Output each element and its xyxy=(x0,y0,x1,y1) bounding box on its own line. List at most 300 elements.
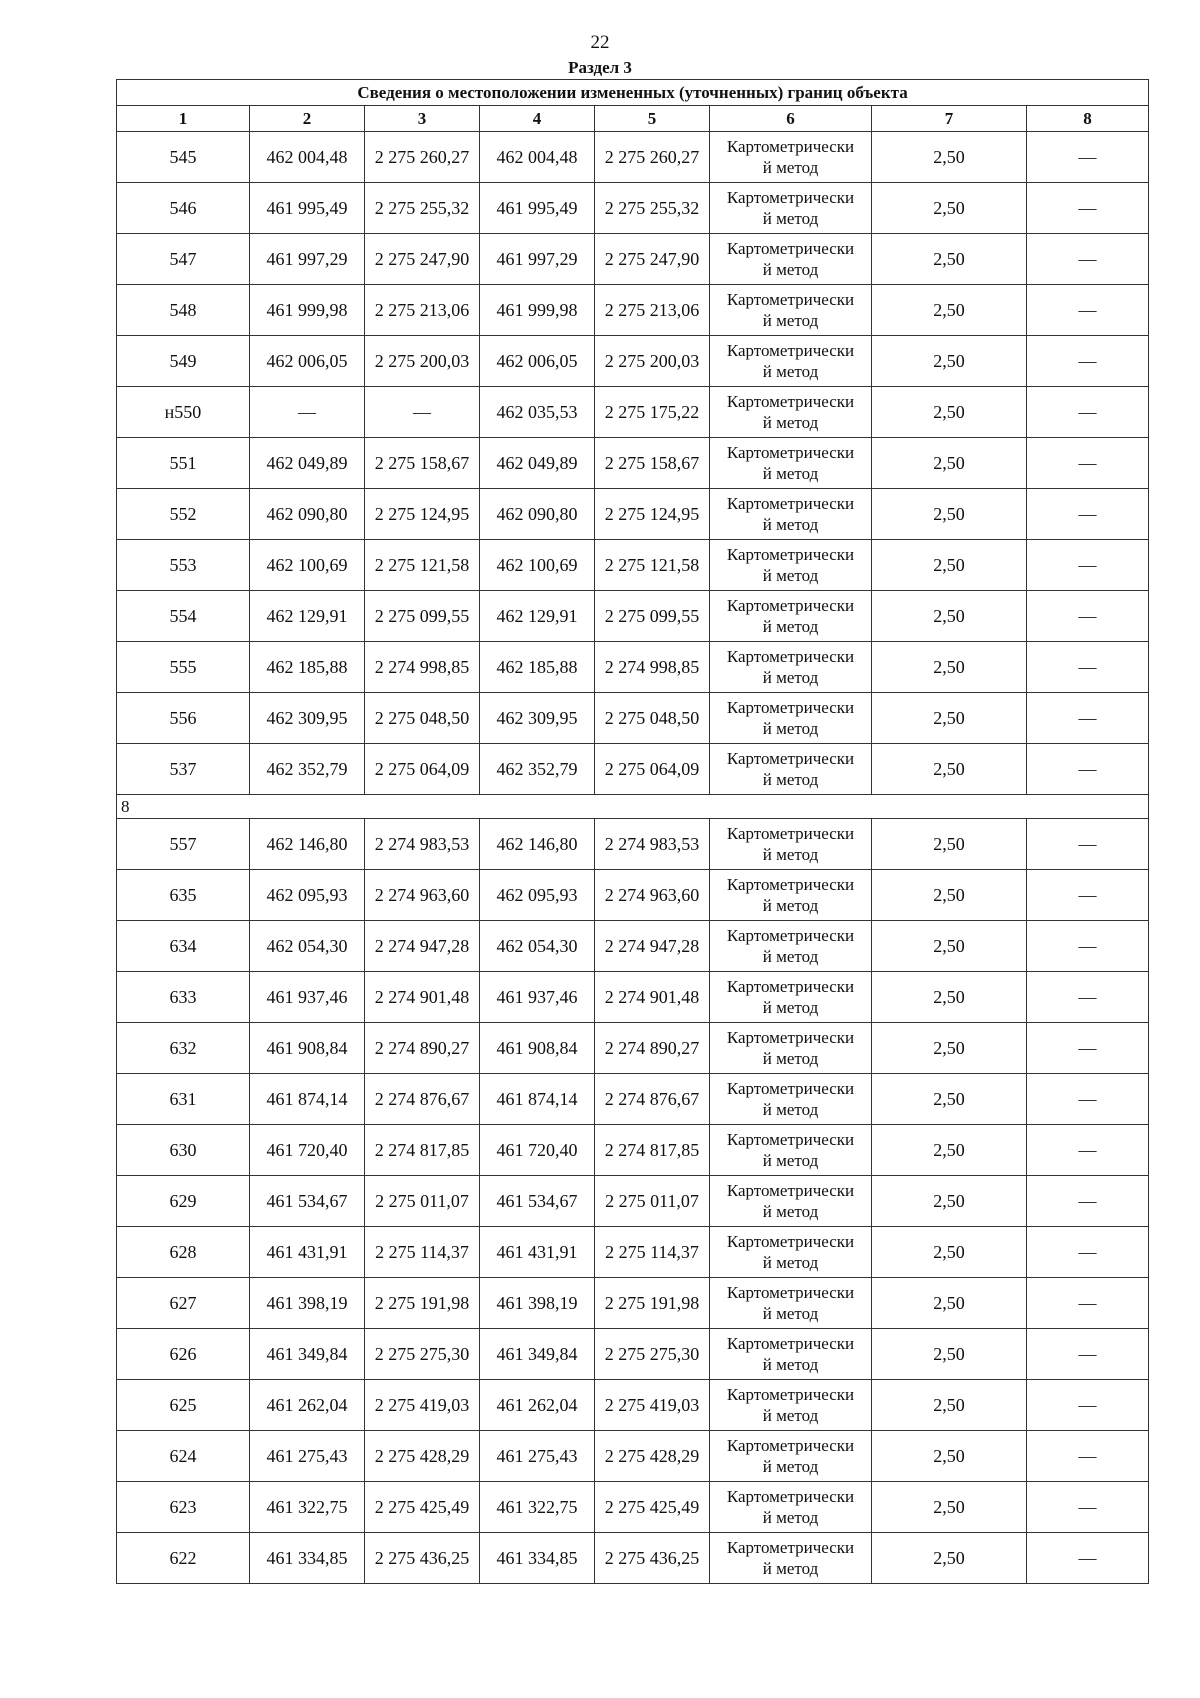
new-x-cell: 462 146,80 xyxy=(480,819,595,870)
new-y-cell: 2 275 048,50 xyxy=(595,693,710,744)
new-x-cell: 462 129,91 xyxy=(480,591,595,642)
method-text: Картометрически xyxy=(726,1130,855,1149)
table-row xyxy=(117,819,1149,870)
method-text: й метод xyxy=(762,1355,819,1374)
method-cell xyxy=(710,642,872,693)
description-cell: — xyxy=(1027,1431,1149,1482)
method-cell xyxy=(710,540,872,591)
method-text: й метод xyxy=(762,1304,819,1323)
method-cell xyxy=(710,1533,872,1584)
method-cell xyxy=(710,438,872,489)
old-y-cell: 2 274 890,27 xyxy=(365,1023,480,1074)
old-x-cell: 462 095,93 xyxy=(250,870,365,921)
description-cell: — xyxy=(1027,183,1149,234)
new-x-cell: 462 309,95 xyxy=(480,693,595,744)
accuracy-cell: 2,50 xyxy=(872,591,1027,642)
method-text: Картометрически xyxy=(726,1232,855,1251)
point-number-cell: 537 xyxy=(117,744,250,795)
method-text: Картометрически xyxy=(726,1334,855,1353)
description-cell: — xyxy=(1027,693,1149,744)
new-y-cell: 2 275 114,37 xyxy=(595,1227,710,1278)
method-text: Картометрически xyxy=(726,137,855,156)
method-text: Картометрически xyxy=(726,1538,855,1557)
new-y-cell: 2 274 817,85 xyxy=(595,1125,710,1176)
old-x-cell: 461 349,84 xyxy=(250,1329,365,1380)
description-cell: — xyxy=(1027,819,1149,870)
method-text: Картометрически xyxy=(726,749,855,768)
old-y-cell: 2 275 200,03 xyxy=(365,336,480,387)
new-x-cell: 462 095,93 xyxy=(480,870,595,921)
new-y-cell: 2 274 901,48 xyxy=(595,972,710,1023)
method-text: Картометрически xyxy=(726,290,855,309)
table-row xyxy=(117,1380,1149,1431)
new-x-cell: 461 349,84 xyxy=(480,1329,595,1380)
method-text: Картометрически xyxy=(726,188,855,207)
new-x-cell: 462 004,48 xyxy=(480,132,595,183)
method-text: Картометрически xyxy=(726,341,855,360)
table-row xyxy=(117,1482,1149,1533)
old-y-cell: 2 275 191,98 xyxy=(365,1278,480,1329)
accuracy-cell: 2,50 xyxy=(872,1176,1027,1227)
new-x-cell: 461 322,75 xyxy=(480,1482,595,1533)
method-text: Картометрически xyxy=(726,698,855,717)
method-cell xyxy=(710,1074,872,1125)
table-row xyxy=(117,183,1149,234)
old-y-cell: 2 275 099,55 xyxy=(365,591,480,642)
method-text: Картометрически xyxy=(726,545,855,564)
new-y-cell: 2 275 124,95 xyxy=(595,489,710,540)
table-row xyxy=(117,438,1149,489)
method-text: Картометрически xyxy=(726,392,855,411)
accuracy-cell: 2,50 xyxy=(872,1074,1027,1125)
column-number: 1 xyxy=(117,106,250,132)
method-text: Картометрически xyxy=(726,875,855,894)
point-number-cell: 554 xyxy=(117,591,250,642)
new-y-cell: 2 275 428,29 xyxy=(595,1431,710,1482)
method-text: Картометрически xyxy=(726,977,855,996)
old-y-cell: 2 275 275,30 xyxy=(365,1329,480,1380)
old-x-cell: 461 262,04 xyxy=(250,1380,365,1431)
method-text: й метод xyxy=(762,566,819,585)
accuracy-cell: 2,50 xyxy=(872,1023,1027,1074)
new-y-cell: 2 275 275,30 xyxy=(595,1329,710,1380)
method-cell xyxy=(710,921,872,972)
description-cell: — xyxy=(1027,744,1149,795)
method-text: й метод xyxy=(762,1559,819,1578)
method-cell xyxy=(710,744,872,795)
method-text: Картометрически xyxy=(726,1181,855,1200)
method-cell xyxy=(710,489,872,540)
description-cell: — xyxy=(1027,921,1149,972)
method-text: й метод xyxy=(762,311,819,330)
old-y-cell: 2 274 963,60 xyxy=(365,870,480,921)
accuracy-cell: 2,50 xyxy=(872,744,1027,795)
method-text: й метод xyxy=(762,1457,819,1476)
new-x-cell: 462 035,53 xyxy=(480,387,595,438)
old-x-cell: 462 054,30 xyxy=(250,921,365,972)
old-x-cell: 461 995,49 xyxy=(250,183,365,234)
point-number-cell: 622 xyxy=(117,1533,250,1584)
old-x-cell: 461 874,14 xyxy=(250,1074,365,1125)
method-text: й метод xyxy=(762,1508,819,1527)
accuracy-cell: 2,50 xyxy=(872,438,1027,489)
point-number-cell: 551 xyxy=(117,438,250,489)
point-number-cell: 553 xyxy=(117,540,250,591)
old-x-cell: 462 090,80 xyxy=(250,489,365,540)
method-text: Картометрически xyxy=(726,926,855,945)
accuracy-cell: 2,50 xyxy=(872,336,1027,387)
method-text: й метод xyxy=(762,1100,819,1119)
table-row xyxy=(117,1431,1149,1482)
accuracy-cell: 2,50 xyxy=(872,285,1027,336)
table-row xyxy=(117,1533,1149,1584)
table-row xyxy=(117,132,1149,183)
accuracy-cell: 2,50 xyxy=(872,387,1027,438)
description-cell: — xyxy=(1027,1329,1149,1380)
method-cell xyxy=(710,591,872,642)
old-x-cell: 462 100,69 xyxy=(250,540,365,591)
description-cell: — xyxy=(1027,1074,1149,1125)
table-row xyxy=(117,693,1149,744)
accuracy-cell: 2,50 xyxy=(872,972,1027,1023)
old-y-cell: 2 274 947,28 xyxy=(365,921,480,972)
accuracy-cell: 2,50 xyxy=(872,642,1027,693)
table-body xyxy=(117,132,1149,1584)
new-x-cell: 462 100,69 xyxy=(480,540,595,591)
old-x-cell: 462 309,95 xyxy=(250,693,365,744)
old-x-cell: 461 334,85 xyxy=(250,1533,365,1584)
description-cell: — xyxy=(1027,1533,1149,1584)
method-text: й метод xyxy=(762,668,819,687)
table-row xyxy=(117,540,1149,591)
accuracy-cell: 2,50 xyxy=(872,1431,1027,1482)
accuracy-cell: 2,50 xyxy=(872,1329,1027,1380)
method-cell xyxy=(710,1482,872,1533)
accuracy-cell: 2,50 xyxy=(872,1278,1027,1329)
point-number-cell: 633 xyxy=(117,972,250,1023)
old-y-cell: 2 275 064,09 xyxy=(365,744,480,795)
table-row xyxy=(117,921,1149,972)
method-cell xyxy=(710,285,872,336)
new-x-cell: 461 999,98 xyxy=(480,285,595,336)
method-text: Картометрически xyxy=(726,494,855,513)
new-y-cell: 2 275 175,22 xyxy=(595,387,710,438)
accuracy-cell: 2,50 xyxy=(872,132,1027,183)
old-y-cell: 2 275 260,27 xyxy=(365,132,480,183)
old-x-cell: 461 997,29 xyxy=(250,234,365,285)
new-x-cell: 461 937,46 xyxy=(480,972,595,1023)
new-x-cell: 462 090,80 xyxy=(480,489,595,540)
description-cell: — xyxy=(1027,870,1149,921)
method-cell xyxy=(710,336,872,387)
table-row xyxy=(117,234,1149,285)
method-text: й метод xyxy=(762,1406,819,1425)
old-y-cell: 2 275 048,50 xyxy=(365,693,480,744)
method-cell xyxy=(710,1380,872,1431)
old-y-cell: 2 275 158,67 xyxy=(365,438,480,489)
point-number-cell: 547 xyxy=(117,234,250,285)
old-y-cell: 2 274 817,85 xyxy=(365,1125,480,1176)
old-y-cell: 2 274 983,53 xyxy=(365,819,480,870)
point-number-cell: 625 xyxy=(117,1380,250,1431)
method-cell xyxy=(710,183,872,234)
new-y-cell: 2 275 255,32 xyxy=(595,183,710,234)
old-x-cell: — xyxy=(250,387,365,438)
new-x-cell: 462 185,88 xyxy=(480,642,595,693)
point-number-cell: 549 xyxy=(117,336,250,387)
point-number-cell: 548 xyxy=(117,285,250,336)
table-row xyxy=(117,1023,1149,1074)
table-row xyxy=(117,285,1149,336)
old-y-cell: 2 275 419,03 xyxy=(365,1380,480,1431)
method-text: Картометрически xyxy=(726,1079,855,1098)
table-row xyxy=(117,744,1149,795)
description-cell: — xyxy=(1027,972,1149,1023)
description-cell: — xyxy=(1027,1380,1149,1431)
old-x-cell: 462 004,48 xyxy=(250,132,365,183)
new-y-cell: 2 275 425,49 xyxy=(595,1482,710,1533)
accuracy-cell: 2,50 xyxy=(872,489,1027,540)
new-x-cell: 461 908,84 xyxy=(480,1023,595,1074)
description-cell: — xyxy=(1027,387,1149,438)
accuracy-cell: 2,50 xyxy=(872,183,1027,234)
new-y-cell: 2 274 963,60 xyxy=(595,870,710,921)
old-x-cell: 462 006,05 xyxy=(250,336,365,387)
description-cell: — xyxy=(1027,438,1149,489)
new-y-cell: 2 275 191,98 xyxy=(595,1278,710,1329)
method-text: й метод xyxy=(762,260,819,279)
page-number: 22 xyxy=(590,32,610,53)
old-y-cell: 2 275 428,29 xyxy=(365,1431,480,1482)
table-row xyxy=(117,642,1149,693)
method-text: й метод xyxy=(762,1151,819,1170)
table-row xyxy=(117,972,1149,1023)
method-text: й метод xyxy=(762,719,819,738)
method-cell xyxy=(710,1431,872,1482)
method-text: Картометрически xyxy=(726,596,855,615)
point-number-cell: н550 xyxy=(117,387,250,438)
method-text: Картометрически xyxy=(726,1487,855,1506)
method-cell xyxy=(710,132,872,183)
point-number-cell: 546 xyxy=(117,183,250,234)
point-number-cell: 556 xyxy=(117,693,250,744)
group-label: 8 xyxy=(117,795,1149,819)
description-cell: — xyxy=(1027,1176,1149,1227)
table-row xyxy=(117,1227,1149,1278)
description-cell: — xyxy=(1027,642,1149,693)
new-y-cell: 2 275 436,25 xyxy=(595,1533,710,1584)
accuracy-cell: 2,50 xyxy=(872,1533,1027,1584)
old-x-cell: 461 720,40 xyxy=(250,1125,365,1176)
new-y-cell: 2 275 121,58 xyxy=(595,540,710,591)
new-y-cell: 2 275 247,90 xyxy=(595,234,710,285)
method-text: й метод xyxy=(762,464,819,483)
method-text: й метод xyxy=(762,617,819,636)
accuracy-cell: 2,50 xyxy=(872,693,1027,744)
new-y-cell: 2 275 419,03 xyxy=(595,1380,710,1431)
point-number-cell: 557 xyxy=(117,819,250,870)
new-x-cell: 461 720,40 xyxy=(480,1125,595,1176)
table-row xyxy=(117,870,1149,921)
method-text: й метод xyxy=(762,1049,819,1068)
accuracy-cell: 2,50 xyxy=(872,1227,1027,1278)
method-text: й метод xyxy=(762,770,819,789)
point-number-cell: 623 xyxy=(117,1482,250,1533)
method-text: й метод xyxy=(762,1253,819,1272)
method-cell xyxy=(710,1125,872,1176)
table-row xyxy=(117,1278,1149,1329)
point-number-cell: 635 xyxy=(117,870,250,921)
table-row xyxy=(117,1074,1149,1125)
old-x-cell: 461 999,98 xyxy=(250,285,365,336)
new-x-cell: 461 262,04 xyxy=(480,1380,595,1431)
new-x-cell: 461 534,67 xyxy=(480,1176,595,1227)
column-number: 8 xyxy=(1027,106,1149,132)
method-cell xyxy=(710,693,872,744)
method-text: Картометрически xyxy=(726,1283,855,1302)
method-text: Картометрически xyxy=(726,239,855,258)
old-x-cell: 462 129,91 xyxy=(250,591,365,642)
method-text: й метод xyxy=(762,158,819,177)
point-number-cell: 632 xyxy=(117,1023,250,1074)
description-cell: — xyxy=(1027,1482,1149,1533)
accuracy-cell: 2,50 xyxy=(872,1482,1027,1533)
method-text: й метод xyxy=(762,413,819,432)
accuracy-cell: 2,50 xyxy=(872,870,1027,921)
old-x-cell: 462 146,80 xyxy=(250,819,365,870)
old-y-cell: 2 274 876,67 xyxy=(365,1074,480,1125)
old-x-cell: 462 185,88 xyxy=(250,642,365,693)
method-text: Картометрически xyxy=(726,824,855,843)
method-text: Картометрически xyxy=(726,1436,855,1455)
table-row xyxy=(117,1125,1149,1176)
method-cell xyxy=(710,972,872,1023)
old-y-cell: 2 275 114,37 xyxy=(365,1227,480,1278)
old-x-cell: 461 322,75 xyxy=(250,1482,365,1533)
column-number: 6 xyxy=(710,106,872,132)
method-cell xyxy=(710,819,872,870)
column-number: 2 xyxy=(250,106,365,132)
new-y-cell: 2 275 260,27 xyxy=(595,132,710,183)
method-cell xyxy=(710,1176,872,1227)
accuracy-cell: 2,50 xyxy=(872,1125,1027,1176)
old-y-cell: 2 275 247,90 xyxy=(365,234,480,285)
description-cell: — xyxy=(1027,540,1149,591)
method-text: й метод xyxy=(762,1202,819,1221)
new-y-cell: 2 274 876,67 xyxy=(595,1074,710,1125)
new-y-cell: 2 275 200,03 xyxy=(595,336,710,387)
description-cell: — xyxy=(1027,1227,1149,1278)
accuracy-cell: 2,50 xyxy=(872,819,1027,870)
point-number-cell: 627 xyxy=(117,1278,250,1329)
column-number: 5 xyxy=(595,106,710,132)
old-y-cell: 2 275 213,06 xyxy=(365,285,480,336)
method-text: й метод xyxy=(762,845,819,864)
new-x-cell: 461 997,29 xyxy=(480,234,595,285)
accuracy-cell: 2,50 xyxy=(872,540,1027,591)
table-row xyxy=(117,1176,1149,1227)
new-y-cell: 2 275 064,09 xyxy=(595,744,710,795)
coordinates-table xyxy=(116,79,1149,1584)
description-cell: — xyxy=(1027,1125,1149,1176)
description-cell: — xyxy=(1027,1023,1149,1074)
old-y-cell: 2 274 901,48 xyxy=(365,972,480,1023)
new-x-cell: 461 874,14 xyxy=(480,1074,595,1125)
old-x-cell: 462 049,89 xyxy=(250,438,365,489)
old-y-cell: 2 275 425,49 xyxy=(365,1482,480,1533)
point-number-cell: 552 xyxy=(117,489,250,540)
method-text: й метод xyxy=(762,209,819,228)
new-y-cell: 2 275 213,06 xyxy=(595,285,710,336)
description-cell: — xyxy=(1027,336,1149,387)
method-text: Картометрически xyxy=(726,443,855,462)
point-number-cell: 626 xyxy=(117,1329,250,1380)
method-text: й метод xyxy=(762,896,819,915)
new-y-cell: 2 275 011,07 xyxy=(595,1176,710,1227)
point-number-cell: 624 xyxy=(117,1431,250,1482)
description-cell: — xyxy=(1027,591,1149,642)
column-number: 3 xyxy=(365,106,480,132)
description-cell: — xyxy=(1027,489,1149,540)
method-cell xyxy=(710,1227,872,1278)
point-number-cell: 631 xyxy=(117,1074,250,1125)
old-x-cell: 461 431,91 xyxy=(250,1227,365,1278)
new-x-cell: 461 398,19 xyxy=(480,1278,595,1329)
column-number: 7 xyxy=(872,106,1027,132)
point-number-cell: 545 xyxy=(117,132,250,183)
accuracy-cell: 2,50 xyxy=(872,1380,1027,1431)
new-y-cell: 2 274 983,53 xyxy=(595,819,710,870)
new-x-cell: 462 352,79 xyxy=(480,744,595,795)
old-y-cell: 2 275 124,95 xyxy=(365,489,480,540)
point-number-cell: 630 xyxy=(117,1125,250,1176)
point-number-cell: 628 xyxy=(117,1227,250,1278)
method-cell xyxy=(710,1329,872,1380)
old-x-cell: 461 534,67 xyxy=(250,1176,365,1227)
accuracy-cell: 2,50 xyxy=(872,921,1027,972)
new-x-cell: 462 006,05 xyxy=(480,336,595,387)
column-number-row xyxy=(117,106,1149,132)
new-x-cell: 461 995,49 xyxy=(480,183,595,234)
method-cell xyxy=(710,387,872,438)
old-x-cell: 461 275,43 xyxy=(250,1431,365,1482)
old-x-cell: 462 352,79 xyxy=(250,744,365,795)
table-row xyxy=(117,1329,1149,1380)
method-cell xyxy=(710,870,872,921)
method-text: й метод xyxy=(762,947,819,966)
old-y-cell: — xyxy=(365,387,480,438)
new-y-cell: 2 275 158,67 xyxy=(595,438,710,489)
new-x-cell: 461 334,85 xyxy=(480,1533,595,1584)
method-text: й метод xyxy=(762,515,819,534)
method-text: Картометрически xyxy=(726,647,855,666)
description-cell: — xyxy=(1027,132,1149,183)
method-cell xyxy=(710,1023,872,1074)
point-number-cell: 555 xyxy=(117,642,250,693)
new-y-cell: 2 275 099,55 xyxy=(595,591,710,642)
old-y-cell: 2 275 121,58 xyxy=(365,540,480,591)
old-y-cell: 2 275 011,07 xyxy=(365,1176,480,1227)
old-y-cell: 2 275 436,25 xyxy=(365,1533,480,1584)
description-cell: — xyxy=(1027,234,1149,285)
old-y-cell: 2 274 998,85 xyxy=(365,642,480,693)
description-cell: — xyxy=(1027,1278,1149,1329)
new-x-cell: 462 049,89 xyxy=(480,438,595,489)
new-x-cell: 461 431,91 xyxy=(480,1227,595,1278)
accuracy-cell: 2,50 xyxy=(872,234,1027,285)
table-row xyxy=(117,336,1149,387)
old-x-cell: 461 937,46 xyxy=(250,972,365,1023)
